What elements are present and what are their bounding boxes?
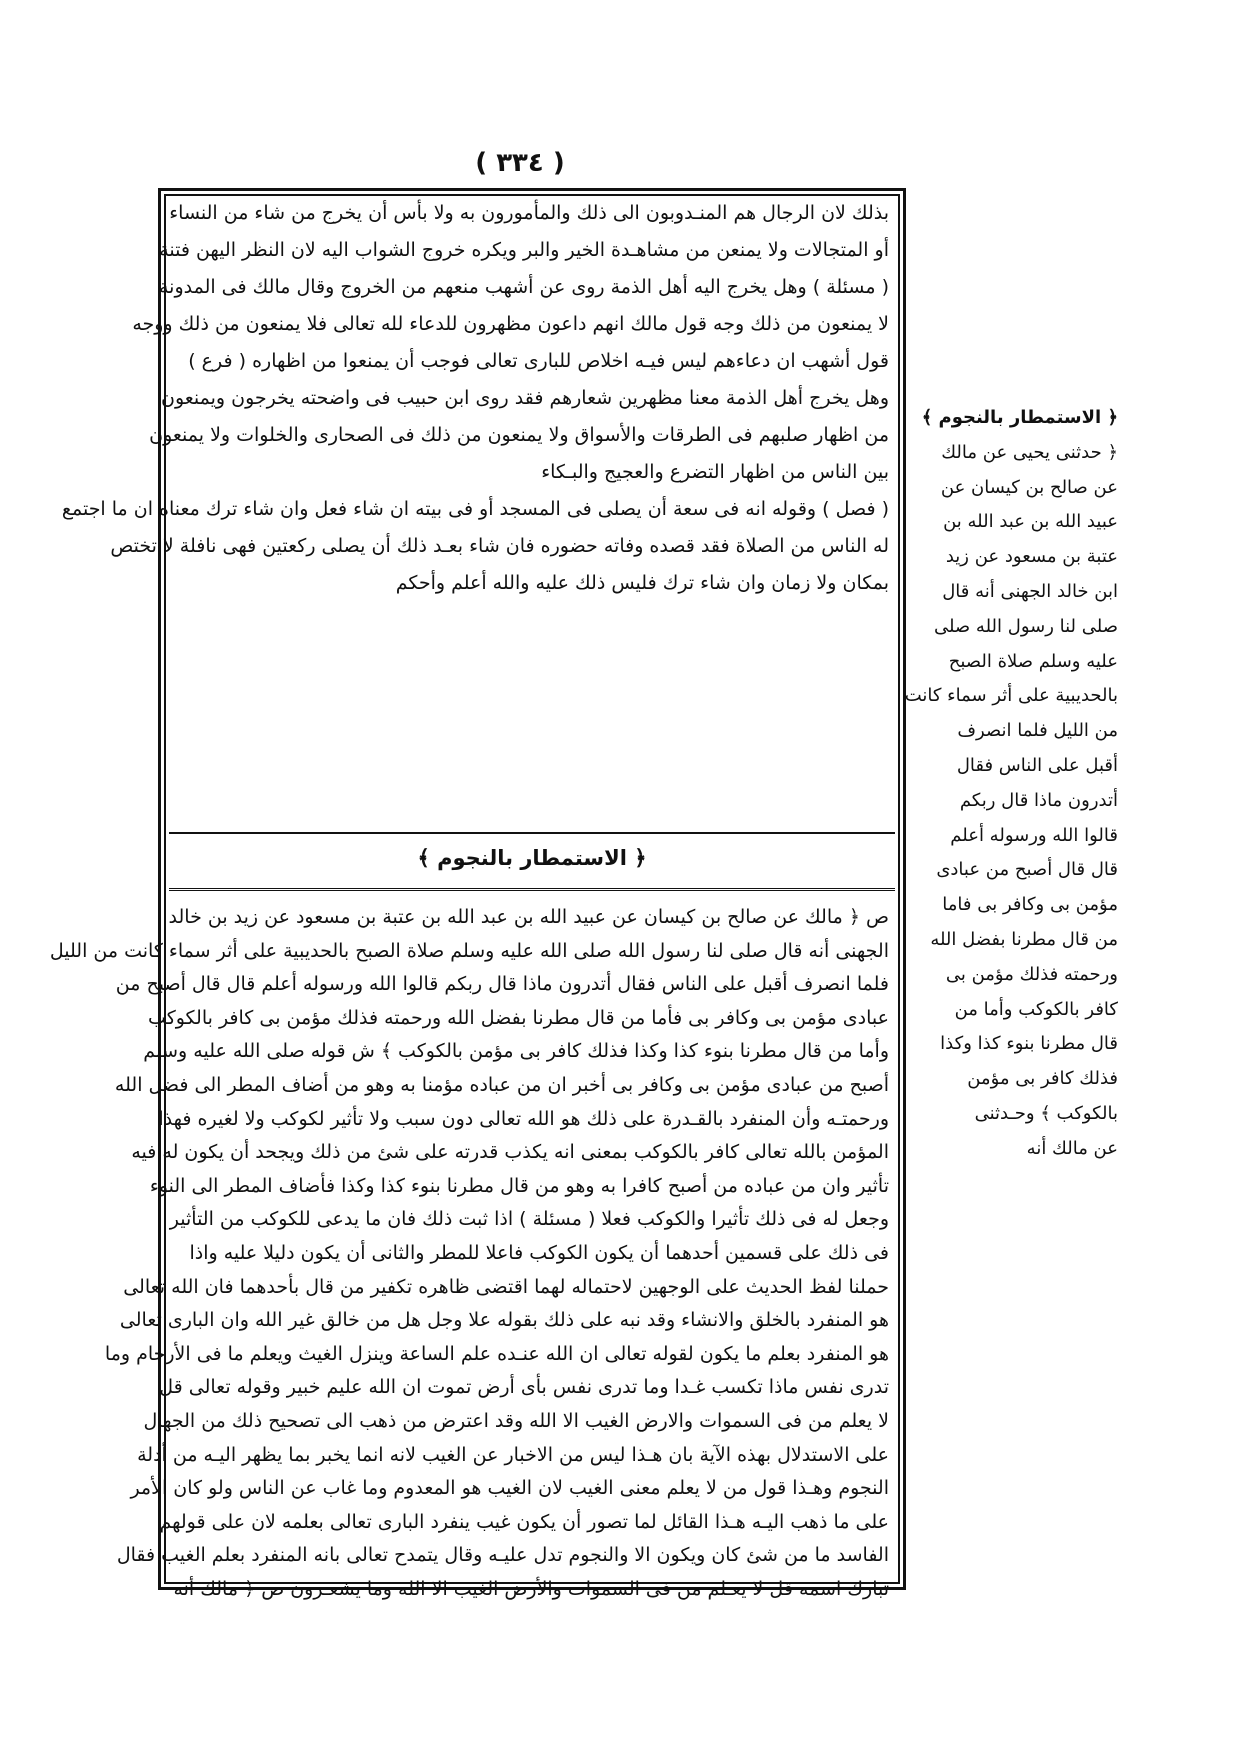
margin-note-line: من قال مطرنا بفضل الله — [930, 928, 1118, 950]
text-frame — [49, 188, 906, 1600]
margin-note-line: قال مطرنا بنوء كذا وكذا — [940, 1033, 1118, 1055]
text-line: ورحمتـه وأن المنفرد بالقـدرة على ذلك هو الله تعالى دون سبب ولا تأثير لكوكب ولا لغيره فهذا — [158, 1107, 889, 1130]
margin-note-line: قالوا الله ورسوله أعلم — [950, 824, 1118, 846]
text-line: وهل يخرج أهل الذمة معنا مظهرين شعارهم فقد روى ابن حبيب فى واضحته يخرجون ويمنعون — [160, 387, 889, 409]
top-text-block — [61, 202, 889, 610]
margin-note-line: عبيد الله بن عبد الله بن — [943, 511, 1118, 533]
text-line: الجهنى أنه قال صلى لنا رسول الله صلى الله عليه وسلم صلاة الصبح بالحديبية على أثر سماء كانت من الليل — [49, 939, 889, 962]
text-line: النجوم وهـذا قول من لا يعلم معنى الغيب لان الغيب هو المعدوم وما غاب عن الناس ولو كان الأمر — [130, 1477, 889, 1500]
text-line: على ما ذهب اليـه هـذا القائل لما تصور أن يكون غيب ينفرد البارى تعالى بعلمه لان على قولهم — [159, 1510, 889, 1533]
text-line: وأما من قال مطرنا بنوء كذا وكذا فذلك كافر بى مؤمن بالكوكب ﴾ ش قوله صلى الله عليه وسلم — [143, 1040, 889, 1063]
text-line: أصبح من عبادى مؤمن بى وكافر بى أخبر ان من عباده مؤمنا به وهو من أضاف المطر الى فضل الله — [114, 1073, 889, 1096]
margin-note-line: أقبل على الناس فقال — [956, 754, 1118, 776]
divider-bottom — [169, 888, 895, 894]
divider-top — [169, 832, 895, 834]
text-line: أو المتجالات ولا يمنعن من مشاهـدة الخير والبر ويكره خروج الشواب اليه لان النظر اليهن فتنة — [159, 239, 889, 261]
margin-note-line: مؤمن بى وكافر بى فاما — [942, 894, 1118, 916]
text-line: قول أشهب ان دعاءهم ليس فيـه اخلاص للبارى تعالى فوجب أن يمنعوا من اظهاره ( فرع ) — [188, 350, 889, 372]
text-line: هو المنفرد بالخلق والانشاء وقد نبه على ذلك بقوله علا وجل هل من خالق غير الله وان البارى تعالى — [119, 1309, 889, 1332]
margin-note-line: من الليل فلما انصرف — [957, 720, 1118, 742]
margin-note-line: بالكوكب ﴾ وحـدثنى — [974, 1102, 1118, 1124]
margin-note-line: عن مالك أنه — [1026, 1137, 1118, 1159]
text-line: من اظهار صلبهم فى الطرقات والأسواق ولا يمنعون من ذلك فى الصحارى والخلوات ولا يمنعون — [149, 424, 889, 446]
text-line: تبارك اسمه قل لا يعـلم من فى السموات والأرض الغيب الا الله وما يشعـرون ص ﴿ مالك أنه — [173, 1577, 889, 1600]
text-line: على الاستدلال بهذه الآية بان هـذا ليس من الاخبار عن الغيب لانه انما يخبر بما يظهر اليـه من أدلة — [137, 1443, 889, 1466]
margin-note-line: عن صالح بن كيسان عن — [940, 476, 1118, 498]
margin-note-line: بالحديبية على أثر سماء كانت — [904, 685, 1118, 707]
margin-note — [904, 407, 1118, 1174]
margin-note-line: عليه وسلم صلاة الصبح — [948, 650, 1118, 672]
text-line: ( فصل ) وقوله انه فى سعة أن يصلى فى المسجد أو فى بيته ان شاء فعل وان شاء ترك معناه ان ما اجتمع — [61, 498, 889, 520]
margin-note-line: أتدرون ماذا قال ربكم — [959, 789, 1118, 811]
text-line: حملنا لفظ الحديث على الوجهين لاحتماله لهما اقتضى ظاهره تكفير من قال بأحدهما فان الله تعالى — [123, 1275, 889, 1298]
text-line: المؤمن بالله تعالى كافر بالكوكب بمعنى انه يكذب قدرته على شئ من ذلك ويجحد أن يكون له فيه — [131, 1141, 889, 1164]
text-line: بين الناس من اظهار التضرع والعجيج والبـكاء — [541, 461, 889, 483]
text-line: الفاسد ما من شئ كان ويكون الا والنجوم تدل عليـه وقال يتمدح تعالى بانه المنفرد بعلم الغيب فقال — [116, 1544, 889, 1567]
text-line: له الناس من الصلاة فقد قصده وفاته حضوره فان شاء بعـد ذلك أن يصلى ركعتين فهى نافلة لا تختص — [110, 535, 889, 557]
margin-note-line: ﴿ حدثنى يحيى عن مالك — [941, 441, 1118, 463]
text-line: فى ذلك على قسمين أحدهما أن يكون الكوكب فاعلا للمطر والثانى أن يكون دليلا عليه واذا — [189, 1241, 889, 1264]
bottom-text-block — [49, 906, 889, 1612]
text-line: هو المنفرد بعلم ما يكون لقوله تعالى ان الله عنـده علم الساعة وينزل الغيث ويعلم ما فى الأرحام وما — [104, 1342, 889, 1365]
margin-note-line: صلى لنا رسول الله صلى — [933, 615, 1118, 637]
margin-note-line: كافر بالكوكب وأما من — [954, 998, 1118, 1020]
margin-note-line: ورحمته فذلك مؤمن بى — [945, 963, 1118, 985]
text-line: لا يعلم من فى السموات والارض الغيب الا الله وقد اعترض من ذهب الى تصحيح ذلك من الجهال — [143, 1409, 889, 1432]
margin-note-line: فذلك كافر بى مؤمن — [967, 1068, 1118, 1090]
text-line: عبادى مؤمن بى وكافر بى فأما من قال مطرنا بفضل الله ورحمته فذلك مؤمن بى كافر بالكوكب — [148, 1006, 889, 1029]
text-line: لا يمنعون من ذلك وجه قول مالك انهم داعون مظهرون للدعاء لله تعالى فلا يمنعون من ذلك ووجه — [132, 313, 889, 335]
text-line: وجعل له فى ذلك تأثيرا والكوكب فعلا ( مسئلة ) اذا ثبت ذلك فان ما يدعى للكوكب من التأثير — [169, 1208, 889, 1231]
text-line: فلما انصرف أقبل على الناس فقال أتدرون ماذا قال ربكم قالوا الله ورسوله أعلم قال قال أصبح من — [115, 973, 889, 996]
margin-note-line: عتبة بن مسعود عن زيد — [945, 546, 1118, 568]
text-line: ( مسئلة ) وهل يخرج اليه أهل الذمة روى عن أشهب منعهم من الخروج وقال مالك فى المدونة — [158, 276, 889, 298]
page-number: ( ٣٣٤ ) — [475, 148, 565, 178]
text-line: بمكان ولا زمان وان شاء ترك فليس ذلك عليه والله أعلم وأحكم — [395, 572, 889, 594]
text-line: تأثير وان من عباده من أصبح كافرا به وهو من قال مطرنا بنوء كذا وكذا فأضاف المطر الى النوء — [149, 1174, 889, 1197]
text-line: ص ﴿ مالك عن صالح بن كيسان عن عبيد الله بن عبد الله بن عتبة بن مسعود عن زيد بن خالد — [168, 906, 889, 928]
section-heading: ﴿ الاستمطار بالنجوم ﴾ — [417, 846, 647, 870]
margin-note-heading: ﴿ الاستمطار بالنجوم ﴾ — [921, 407, 1118, 428]
text-line: تدرى نفس ماذا تكسب غـدا وما تدرى نفس بأى أرض تموت ان الله عليم خبير وقوله تعالى قل — [159, 1376, 889, 1399]
text-line: بذلك لان الرجال هم المنـدوبون الى ذلك والمأمورون به ولا بأس أن يخرج من شاء من النساء — [169, 202, 889, 224]
margin-note-line: ابن خالد الجهنى أنه قال — [942, 580, 1118, 602]
margin-note-line: قال قال أصبح من عبادى — [936, 859, 1118, 881]
